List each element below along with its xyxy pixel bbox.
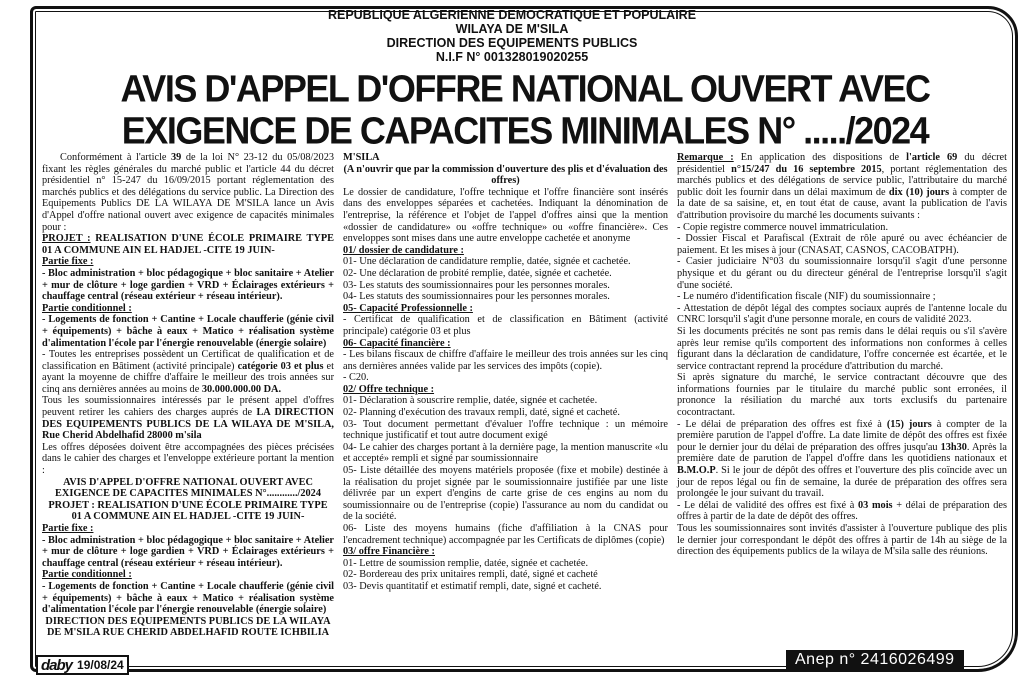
paragraph [42, 268, 334, 303]
section-heading: 03/ offre Financière : [343, 546, 435, 558]
section-heading: Partie conditionnel : [42, 569, 132, 581]
paragraph [42, 395, 334, 441]
text-run: 39 [171, 152, 182, 163]
section-heading: 05- Capacité Professionnelle : [343, 302, 473, 314]
text-run: - Certificat de qualification et de classification en Bâtiment (activité principale) catégorie 03 et plus [343, 314, 668, 337]
text-run: (A n'ouvrir que par la commission d'ouverture des plis et d'évaluation des offres) [343, 163, 668, 187]
paragraph [343, 419, 668, 442]
paragraph [343, 407, 668, 419]
text-run: DIRECTION DES EQUIPEMENTS PUBLICS DE LA WILAYA DE M'SILA RUE CHERID ABDELHAFID ROUTE ICHBILIA [45, 615, 331, 639]
paragraph [343, 338, 668, 350]
text-run: du décret présidentiel [677, 152, 1007, 175]
text-run: - Le numéro d'identification fiscale (NIF) du soumissionnaire ; [677, 291, 936, 303]
section-heading: Partie conditionnel : [42, 302, 132, 314]
text-run: 01- Lettre de soumission remplie, datée, signée et cachetée. [343, 557, 589, 569]
paragraph [42, 535, 334, 570]
header-line: WILAYA DE M'SILA [455, 22, 569, 36]
paragraph [343, 442, 668, 465]
text-run: - Logements de fonction + Cantine + Locale chaufferie (génie civil + équipements) + bâche à eaux + Matico + réalisation système d'alimentation l'école par l'énergie renouvelable (énergie solaire) [42, 314, 334, 349]
text-run: M'SILA [343, 152, 380, 163]
text-run: Tous les soumissionnaires sont invités d'assister à l'ouverture publique des plis le dernier jour correspondant le dépôt des offres à partir de 14h au siège de la direction des équipements publics de la wilaya de M'sila salle des réunions. [677, 523, 1007, 558]
paragraph [42, 569, 334, 581]
column-right [677, 152, 1007, 558]
text-run: . Si le jour de dépôt des offres et l'ouverture des plis coïncide avec un jour de repos légal ou fin de semaine, la durée de préparation des offres sera prolongée le jour suivant du travail. [677, 465, 1007, 500]
text-run: - Bloc administration + bloc pédagogique + bloc sanitaire + Atelier + mur de clôture + loge gardien + VRD + Éclairages extérieurs + chauffage central (réseau extérieur + réseau intérieur). [42, 534, 334, 569]
paragraph [677, 256, 1007, 291]
text-run: 30.000.000.00 DA. [201, 383, 282, 395]
paragraph [343, 303, 668, 315]
paragraph [343, 187, 668, 245]
section-heading: Partie fixe : [42, 256, 94, 268]
text-run: 06- Liste des moyens humains (fiche d'affiliation à la CNAS pour l'encadrement technique) accompagnée par les Certificats de diplômes (copie) [343, 523, 668, 546]
paragraph [343, 291, 668, 303]
paragraph [343, 384, 668, 396]
text-run: 13h30 [940, 441, 967, 453]
text-run: 04- Le cahier des charges portant à la dernière page, la mention manuscrite «lu et accepté» rempli et signé par soumissionnaire [343, 441, 668, 465]
text-run: En application des dispositions de [733, 152, 907, 163]
section-heading: 06- Capacité financière : [343, 337, 451, 349]
paragraph [42, 500, 334, 523]
text-run: - Dossier Fiscal et Parafiscal (Extrait de rôle apuré ou avec échéancier de paiement. Et les mises à jour (CNASAT, CASNOS, CACOBATPH). [677, 233, 1007, 256]
header-line: N.I.F N° 001328019020255 [435, 50, 589, 64]
text-run: 01- Une déclaration de candidature remplie, datée, signée et cachetée. [343, 256, 631, 268]
section-heading: Partie fixe : [42, 523, 94, 534]
paragraph [343, 349, 668, 372]
paragraph [677, 500, 1007, 523]
text-run: 02- Une déclaration de probité remplie, datée, signée et cachetée. [343, 267, 612, 279]
anep-reference: Anep n° 2416026499 [786, 650, 964, 670]
text-run: Les offres déposées doivent être accompagnées des pièces précisées dans le cahier des charges et l'enveloppe extérieure portant la mention : [42, 441, 334, 477]
text-run: REALISATION D'UNE ÉCOLE PRIMAIRE TYPE 01 A COMMUNE AIN EL HADJEL -CITE 19 JUIN- [42, 233, 335, 256]
text-run: 03- Tout document permettant d'évaluer l'offre technique : un mémoire technique justificatif et tout autre document exigé [343, 418, 668, 442]
notice-title: AVIS D'APPEL D'OFFRE NATIONAL OUVERT AVEC EXIGENCE DE CAPACITES MINIMALES N° ...../2024 [120, 66, 930, 152]
header [0, 8, 1024, 64]
text-run: à compter de la date de sa saisine, et, en tout état de cause, avant la publication de l'avis d'attribution provisoire du marché les documents suivants : [677, 186, 1007, 221]
text-run: 02- Bordereau des prix unitaires rempli, daté, signé et cacheté [343, 569, 598, 581]
text-run: 03 mois [858, 499, 893, 511]
text-run: - Casier judiciaire N°03 du soumissionnaire lorsqu'il s'agit d'une personne physique et du gérant ou du directeur général de l'entreprise lorsqu'il s'agit d'une société. [677, 256, 1007, 291]
text-run: - Le délai de préparation des offres est fixé à [677, 418, 887, 430]
text-run: dix (10) jours [888, 186, 950, 198]
paragraph [42, 442, 334, 477]
paragraph [677, 303, 1007, 326]
paragraph [677, 523, 1007, 558]
text-run: Si après signature du marché, le service contractant découvre que des informations fournies par le titulaire du marché public sont erronées, il prononce la résiliation du marché aux torts exclusifs du partenaire cocontractant. [677, 372, 1007, 419]
section-heading: 02/ Offre technique : [343, 383, 435, 395]
text-run: 04- Les statuts des soumissionnaires pour les personnes morales. [343, 291, 610, 303]
text-run: , portant réglementation des marchés publics et des délégations de service public, l'attributaire du marché public doit les fournir dans un délai maximum de [677, 163, 1007, 198]
paragraph [677, 152, 1007, 222]
paragraph [42, 303, 334, 315]
text-run: 01- Déclaration à souscrire remplie, datée, signée et cachetée. [343, 395, 598, 407]
paragraph [677, 222, 1007, 234]
paragraph [343, 256, 668, 268]
paragraph [42, 152, 334, 233]
text-run: (15) jours [886, 418, 932, 430]
paragraph [677, 291, 1007, 303]
text-run: à compter de la première parution de l'appel d'offre. La date limite de dépôt des offres est fixée pour le dernier jour du délai de préparation des offres jusqu'au [677, 418, 1007, 453]
text-run: - Bloc administration + bloc pédagogique + bloc sanitaire + Atelier + mur de clôture + loge gardien + VRD + Éclairages extérieurs + chauffage central (réseau extérieur + réseau intérieur). [42, 267, 334, 303]
text-run: l'article 69 [906, 152, 958, 163]
publisher-logo: daby [41, 656, 73, 674]
paragraph [343, 558, 668, 570]
text-run: Tous les soumissionnaires intéressés par le présent appel d'offres peuvent retirer les cahiers des charges auprés de [42, 395, 334, 419]
paragraph [42, 349, 334, 395]
paragraph [343, 569, 668, 581]
paragraph [343, 245, 668, 257]
text-run: et ayant la moyenne de chiffre d'affaire le meilleur des trois années sur cinq ans dernières années au moins de [42, 360, 334, 395]
column-middle [343, 152, 668, 593]
text-run: B.M.O.P [677, 465, 716, 477]
paragraph [42, 314, 334, 349]
paragraph [677, 233, 1007, 256]
paragraph [343, 581, 668, 593]
text-run: - Logements de fonction + Cantine + Locale chaufferie (génie civil + équipements) + bâche à eaux + Matico + réalisation système d'alimentation l'école par l'énergie renouvelable (énergie solaire) [42, 580, 334, 616]
paragraph [343, 523, 668, 546]
header-line: DIRECTION DES EQUIPEMENTS PUBLICS [386, 36, 638, 50]
text-run: catégorie 03 et plus [237, 360, 324, 372]
paragraph [343, 546, 668, 558]
paragraph [343, 314, 668, 337]
paragraph [42, 256, 334, 268]
paragraph [42, 233, 334, 256]
paragraph [677, 326, 1007, 372]
column-left [42, 152, 334, 639]
paragraph [343, 465, 668, 523]
text-run: - C20. [343, 372, 369, 384]
text-run: n°15/247 du 16 septembre 2015 [731, 163, 882, 175]
section-heading: PROJET : [42, 233, 91, 245]
text-run: - Copie registre commerce nouvel immatriculation. [677, 221, 889, 233]
text-run: - Toutes les entreprises possèdent un Certificat de qualification et de classification en Bâtiment (activité principale) [42, 349, 334, 372]
text-run: - Attestation de dépôt légal des comptes sociaux auprés de l'antenne locale du CNRC lorsqu'il s'agit d'une personne morale, en cours de validité 2023. [677, 302, 1007, 326]
text-run: 03- Les statuts des soumissionnaires pour les personnes morales. [343, 279, 610, 291]
text-run: 03- Devis quantitatif et estimatif rempli, date, signé et cacheté. [343, 580, 602, 592]
text-run: Le dossier de candidature, l'offre technique et l'offre financière sont insérés dans des enveloppes séparées et cachetées. Indiquant la dénomination de l'entreprise, la référence et l'objet de l'appel d'offres ainsi que la mention «dossier de candidature» ou «offre technique» ou «offre financière». Ces enveloppes sont mises dans une autre enveloppe cachetée et anonyme [343, 186, 668, 245]
paragraph [343, 395, 668, 407]
text-run: AVIS D'APPEL D'OFFRE NATIONAL OUVERT AVEC EXIGENCE DE CAPACITES MINIMALES N°............/2024 [55, 476, 321, 500]
text-run: - Le délai de validité des offres est fixé à [677, 499, 859, 511]
publication-date: 19/08/24 [77, 658, 124, 672]
text-run: Si les documents précités ne sont pas remis dans le délai requis ou s'il s'avère après leur remise qu'ils comportent des informations non conformes à celles figurant dans la déclaration de candidature, l'offre concernée est écartée, et le service contractant reprend la procédure d'attribution du marché. [677, 325, 1007, 372]
text-run: . Après la première date de parution de l'appel d'offre dans les quotidiens nationaux et [677, 441, 1007, 465]
text-run: LA DIRECTION DES EQUIPEMENTS PUBLICS DE LA WILAYA DE M'SILA, Rue Cherid Abdelhafid 28000 m'sila [42, 407, 334, 442]
text-run: Conformément à l'article [60, 152, 172, 163]
paragraph [343, 280, 668, 292]
paragraph [343, 152, 668, 164]
paragraph [42, 477, 334, 500]
paragraph [343, 372, 668, 384]
text-run: PROJET : REALISATION D'UNE ÉCOLE PRIMAIRE TYPE 01 A COMMUNE AIN EL HADJEL -CITE 19 JUIN- [48, 499, 328, 523]
paragraph [343, 268, 668, 280]
section-heading: Remarque : [677, 152, 734, 163]
paragraph [677, 372, 1007, 418]
text-run: 02- Planning d'exécution des travaux rempli, daté, signé et cacheté. [343, 407, 620, 419]
text-run: 05- Liste détaillée des moyens matériels proposée (fixe et mobile) destinée à la réalisation du projet signée par le soumissionnaire justifiée par une liste délivrée par un expert d'engins de carte grise de ces engins au nom du soumissionnaire ou de l'entreprise (copie) l'assurance au nom du candidat ou de la société. [343, 465, 668, 523]
text-run: + délai de préparation des offres à partir de la date de dépôt des offres. [677, 499, 1007, 523]
paragraph [343, 164, 668, 187]
paragraph [677, 419, 1007, 500]
text-run: de la loi N° 23-12 du 05/08/2023 fixant les règles générales du marché public et l'article 44 du décret présidentiel n° 15-247 du 16/09/2015 portant réglementation des marchés publics et des délégations du service public. La Direction des Equipements Publics DE LA WILAYA DE M'SILA lance un Avis d'Appel d'offre national ouvert avec exigence de capacités minimales pour : [42, 152, 334, 233]
paragraph [42, 581, 334, 616]
paragraph [42, 523, 334, 535]
header-line: REPUBLIQUE ALGERIENNE DEMOCRATIQUE ET POPULAIRE [327, 8, 697, 22]
publisher-stamp [36, 655, 129, 675]
section-heading: 01/ dossier de candidature : [343, 244, 464, 256]
text-run: - Les bilans fiscaux de chiffre d'affaire le meilleur des trois années sur les cinq ans dernières années valide par les services des impôts (copie). [343, 349, 668, 372]
paragraph [42, 616, 334, 639]
